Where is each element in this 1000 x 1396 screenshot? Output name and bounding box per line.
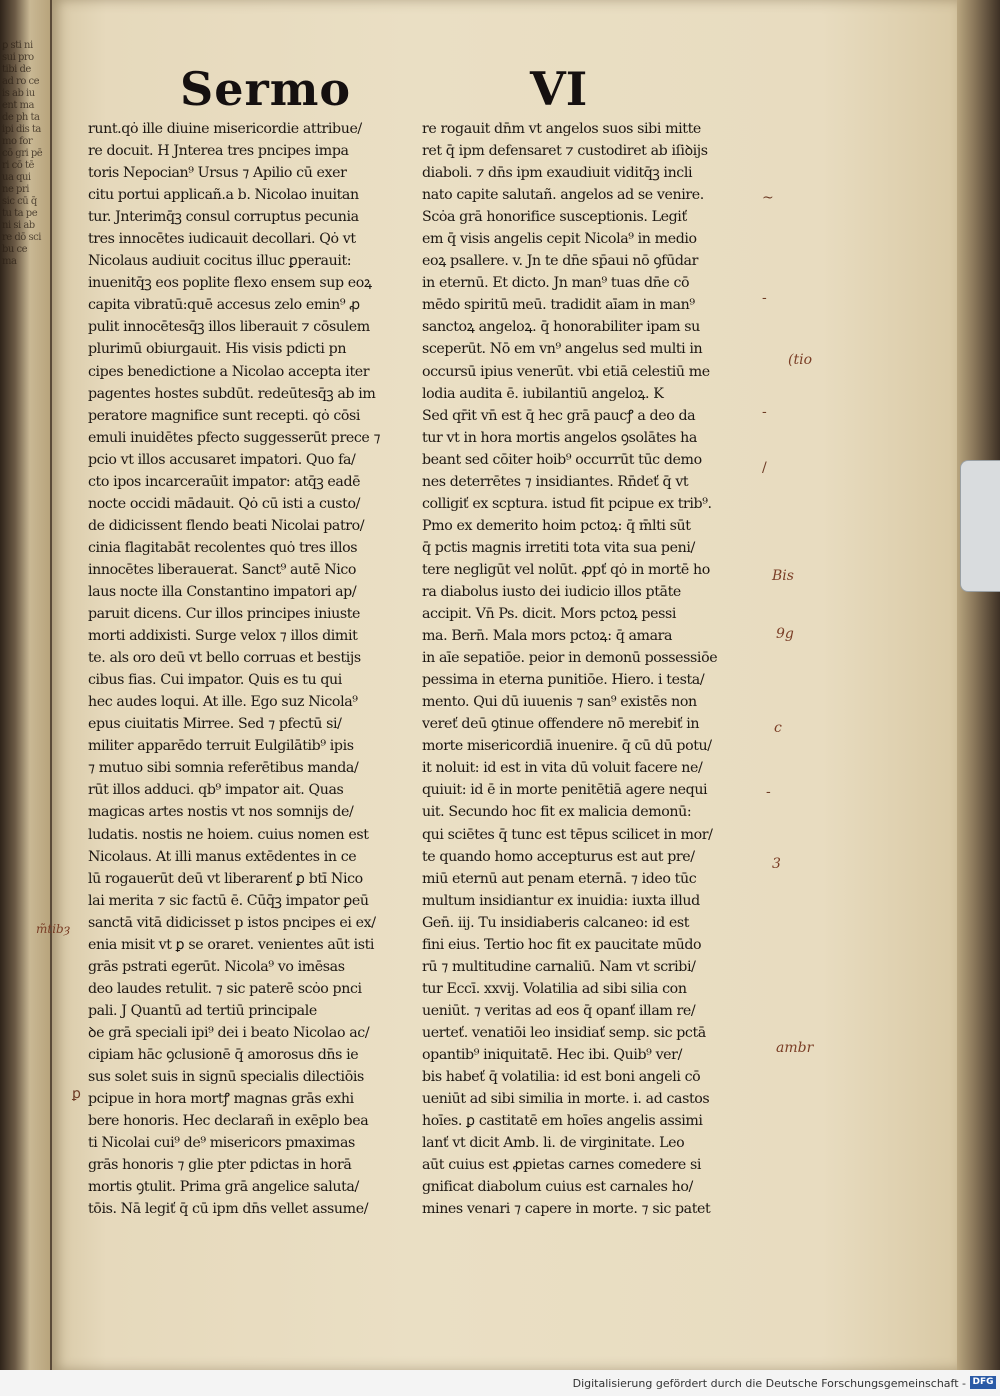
right-column-line: opantib⁹ iniquitatē. Hec ibi. Quib⁹ ver/ bbox=[422, 1046, 682, 1063]
right-column-line: nes deterrētes ⁊ insidiantes. Rn̄deť q̄ vt bbox=[422, 473, 689, 490]
left-column-line: mortis ꝯtulit. Prima grā angelice saluta/ bbox=[88, 1179, 359, 1196]
margin-dash-mark: ~ bbox=[762, 190, 774, 206]
left-column-line: cto ipos incarceraūit impator: atq̄ꝫ eadē bbox=[88, 473, 361, 490]
right-column-line: bis habeť q̄ volatilia: id est boni angeli cō bbox=[422, 1069, 701, 1086]
right-column-line: ret q̄ ipm defensaret ⁊ custodiret ab iſiꝺijs bbox=[422, 143, 708, 160]
right-text-column bbox=[422, 118, 762, 1220]
book-binding bbox=[0, 0, 50, 1396]
right-column-line: mines venari ⁊ capere in morte. ⁊ sic patet bbox=[422, 1201, 711, 1218]
right-column-line: te quando homo accepturus est aut pre/ bbox=[422, 848, 695, 865]
right-column-line: rū ⁊ multitudine carnaliū. Nam vt scribi/ bbox=[422, 958, 696, 975]
left-column-line: bere honoris. Hec declarañ in exēplo bea bbox=[88, 1113, 369, 1130]
right-column-line: quiuit: id ē in morte penitētiā agere nequi bbox=[422, 782, 708, 799]
left-column-line: emuli inuidētes pfecto suggesserūt prece ⁊ bbox=[88, 429, 381, 446]
left-column-line: cinia flagitabāt recolentes quȯ tres illos bbox=[88, 539, 358, 556]
right-column-line: lodia audita ē. iubilantiū angeloꝝ. K bbox=[422, 385, 664, 402]
right-column-line: lanť vt dicit Amb. li. de virginitate. Leo bbox=[422, 1135, 685, 1152]
left-column-line: epus ciuitatis Mirree. Sed ⁊ pfectū si/ bbox=[88, 716, 342, 733]
left-column-line: pulit innocētesq̄ꝫ illos liberauit ⁊ cōsulem bbox=[88, 319, 370, 336]
marginal-note-left: m̃tibȝ bbox=[36, 922, 70, 936]
right-column-line: multum insidiantur ex inuidia: iuxta illud bbox=[422, 892, 700, 909]
right-column-line: beant sed cōiter hoib⁹ occurrūt tūc demo bbox=[422, 451, 702, 468]
left-column-line: sanctā vitā didicisset p istos pncipes ei ex/ bbox=[88, 914, 376, 931]
right-column-line: eoꝝ psallere. v. Jn te dn̄e sp̄aui nō ꝯfūdar bbox=[422, 253, 698, 270]
margin-dash-mark: - bbox=[762, 290, 767, 306]
right-column-line: uerteť. venatiōi leo insidiať semp. sic pctā bbox=[422, 1024, 706, 1041]
right-column-line: gnificat diabolum cuius est carnales ho/ bbox=[422, 1179, 693, 1196]
left-column-line: cipiam hāc ꝯclusionē q̄ amorosus dn̄s ie bbox=[88, 1046, 359, 1063]
left-column-line: magicas artes nostis vt nos somnijs de/ bbox=[88, 804, 354, 821]
left-column-line: ludatis. nostis ne hoiem. cuius nomen est bbox=[88, 826, 369, 843]
left-column-line: grās pstrati egerūt. Nicola⁹ vo imēsas bbox=[88, 958, 345, 975]
margin-dash-mark: ꝑ bbox=[72, 1086, 81, 1102]
left-text-column bbox=[88, 118, 428, 1220]
marginal-note-3: 3 bbox=[772, 856, 781, 872]
right-column-line: hoīes. ꝑ castitatē em hoīes angelis assimi bbox=[422, 1113, 703, 1130]
marginal-note-bis: Bis bbox=[772, 568, 794, 584]
right-column-line: fini eius. Tertio hoc fit ex paucitate mūdo bbox=[422, 936, 702, 953]
right-column-line: in aīe sepatiōe. peior in demonū possessiōe bbox=[422, 650, 718, 667]
left-column-line: sus solet suis in signū specialis dilectiōis bbox=[88, 1069, 364, 1086]
page-edge bbox=[957, 0, 1000, 1370]
right-column-line: ueniūt ad sibi similia in morte. i. ad castos bbox=[422, 1091, 710, 1108]
left-column-line: enia misit vt ꝑ se oraret. venientes aūt isti bbox=[88, 936, 375, 953]
left-column-line: Nicolaus audiuit cocitus illuc ꝑperauit: bbox=[88, 253, 352, 270]
right-column-line: morte misericordiā inuenire. q̄ cū dū potu/ bbox=[422, 738, 712, 755]
left-column-line: ti Nicolai cui⁹ de⁹ misericors pmaximas bbox=[88, 1135, 355, 1152]
left-column-line: tres innocētes iudicauit decollari. Qȯ vt bbox=[88, 231, 356, 248]
left-column-line: plurimū obiurgauit. His visis pdicti pn bbox=[88, 341, 347, 358]
left-column-line: re docuit. H Jnterea tres pncipes impa bbox=[88, 143, 349, 160]
left-column-line: laus nocte illa Constantino impatori ap/ bbox=[88, 583, 357, 600]
left-column-line: paruit dicens. Cur illos principes iniuste bbox=[88, 606, 361, 623]
margin-dash-mark: / bbox=[762, 460, 767, 476]
left-column-line: tur. Jnterimq̄ꝫ consul corruptus pecunia bbox=[88, 209, 359, 226]
left-column-line: deo laudes retulit. ⁊ sic paterē scȯo pnci bbox=[88, 980, 362, 997]
left-column-line: peratore magnifice sunt recepti. qȯ cōsi bbox=[88, 407, 361, 424]
left-column-line: grās honoris ⁊ glie pter pdictas in horā bbox=[88, 1157, 352, 1174]
right-column-line: tur vt in hora mortis angelos ꝯsolātes ha bbox=[422, 429, 697, 446]
right-column-line: uit. Secundo hoc fit ex malicia demonū: bbox=[422, 804, 692, 821]
left-column-line: runt.qȯ ille diuine misericordie attribue/ bbox=[88, 121, 362, 137]
right-column-line: ra diabolus iusto dei iudicio illos ptāte bbox=[422, 583, 681, 600]
right-column-line: mēdo spiritū meū. tradidit aīam in man⁹ bbox=[422, 297, 695, 314]
marginal-note-ambr: ambr bbox=[776, 1040, 814, 1056]
right-column-line: tere negligūt vel nolūt. ꝓpť qȯ in mortē ho bbox=[422, 561, 710, 578]
left-column-line: toris Nepocian⁹ Ursus ⁊ Apilio cū exer bbox=[88, 165, 347, 182]
right-column-line: qui sciētes q̄ tunc est tēpus scilicet in mor/ bbox=[422, 826, 713, 843]
dfg-logo-icon: DFG bbox=[970, 1376, 996, 1389]
right-column-line: colligiť ex scptura. istud fit pcipue ex trib⁹. bbox=[422, 495, 712, 512]
right-column-line: ueniūt. ⁊ veritas ad eos q̄ opanť illam re/ bbox=[422, 1002, 696, 1019]
right-column-line: accipit. Vn̄ Ps. dicit. Mors pctoꝝ pessi bbox=[422, 606, 677, 623]
left-column-line: cibus fias. Cui impator. Quis es tu qui bbox=[88, 672, 342, 689]
page-clip bbox=[960, 460, 1000, 592]
right-column-line: Gen̄. iij. Tu insidiaberis calcaneo: id est bbox=[422, 914, 690, 931]
marginal-note-c: c bbox=[774, 720, 782, 736]
right-column-line: sanctoꝝ angeloꝝ. q̄ honorabiliter ipam su bbox=[422, 319, 700, 336]
left-column-line: nocte occidi mādauit. Qȯ cū isti a custo/ bbox=[88, 495, 360, 512]
right-column-line: tur Eccī. xxvij. Volatilia ad sibi silia con bbox=[422, 980, 687, 997]
margin-dash-mark: - bbox=[766, 784, 771, 800]
footer-credit: Digitalisierung gefördert durch die Deutsche Forschungsgemeinschaft - bbox=[572, 1377, 966, 1390]
right-column-line: nato capite salutañ. angelos ad se venire. bbox=[422, 187, 704, 204]
left-column-line: militer apparēdo terruit Eulgilātib⁹ ipis bbox=[88, 738, 354, 755]
right-column-line: sceperūt. Nō em vn⁹ angelus sed multi in bbox=[422, 341, 703, 358]
left-column-line: pagentes hostes subdūt. redeūtesq̄ꝫ ab im bbox=[88, 385, 376, 402]
marginal-note-9: 9g bbox=[776, 626, 794, 642]
left-column-line: lai merita ⁊ sic factū ē. Cūq̄ꝫ impator ꝑeū bbox=[88, 892, 369, 909]
right-column-line: Pmo ex demerito hoim pctoꝝ: q̄ m̄lti sūt bbox=[422, 517, 691, 534]
right-column-line: vereť deū ꝯtinue offendere nō merebiť in bbox=[422, 716, 700, 733]
previous-page-text: ꝑ sti ni sui pro tibi de ad ro ce is ab iu ent ma de ph ta ipi dis ta mo for cō gri pē ri cō tē ua qui ne pri sic cū q̄ tu ta pe ni si ab re dō sci bu ce ma bbox=[2, 40, 43, 267]
left-column-line: pcipue in hora mortꝭ magnas grās exhi bbox=[88, 1091, 354, 1108]
margin-dash-mark: - bbox=[762, 404, 767, 420]
left-column-line: pcio vt illos accusaret impatori. Quo fa/ bbox=[88, 451, 356, 468]
right-column-line: re rogauit dn̄m vt angelos suos sibi mitte bbox=[422, 121, 701, 137]
right-column-line: occursū ipius venerūt. vbi etiā celestiū me bbox=[422, 363, 710, 380]
marginal-note-right-top: (tio bbox=[788, 352, 812, 368]
right-column-line: diaboli. ⁊ dn̄s ipm exaudiuit viditq̄ꝫ incli bbox=[422, 165, 693, 182]
left-column-line: te. als oro deū vt bello corruas et bestijs bbox=[88, 650, 361, 667]
right-column-line: in eternū. Et dicto. Jn man⁹ tuas dn̄e cō bbox=[422, 275, 690, 292]
right-column-line: em q̄ visis angelis cepit Nicola⁹ in medio bbox=[422, 231, 697, 248]
right-column-line: Scȯa grā honorifice susceptionis. Legiť bbox=[422, 209, 687, 226]
left-column-line: lū rogauerūt deū vt liberarenť ꝑ btī Nico bbox=[88, 870, 363, 887]
left-column-line: citu portui applicañ.a b. Nicolao inuitan bbox=[88, 187, 359, 204]
right-column-line: it noluit: id est in vita dū voluit facere ne/ bbox=[422, 760, 703, 777]
left-column-line: innocētes liberauerat. Sanct⁹ autē Nico bbox=[88, 561, 357, 578]
right-column-line: pessima in eterna punitiōe. Hiero. i testa/ bbox=[422, 672, 705, 689]
left-column-line: morti addixisti. Surge velox ⁊ illos dimit bbox=[88, 628, 358, 645]
left-column-line: pali. J Quantū ad tertiū principale bbox=[88, 1002, 317, 1019]
left-column-line: tōis. Nā legiť q̄ cū ipm dn̄s vellet assume/ bbox=[88, 1201, 369, 1218]
left-column-line: capita vibratū:quē accesus zelo emin⁹ ꝓ bbox=[88, 297, 360, 314]
right-column-line: q̄ pctis magnis irretiti tota vita sua peni/ bbox=[422, 539, 695, 556]
running-head-title: Sermo bbox=[180, 62, 352, 116]
left-column-line: cipes benedictione a Nicolao accepta iter bbox=[88, 363, 370, 380]
left-column-line: de didicissent flendo beati Nicolai patro/ bbox=[88, 517, 365, 534]
right-column-line: Sed qr̄it vn̄ est q̄ hec grā paucꝭ a deo da bbox=[422, 407, 696, 424]
left-column-line: hec audes loqui. At ille. Ego suz Nicola⁹ bbox=[88, 694, 358, 711]
running-head-number: VI bbox=[530, 62, 588, 116]
left-column-line: ꝺe grā speciali ipi⁹ dei i beato Nicolao ac/ bbox=[88, 1024, 370, 1041]
left-column-line: Nicolaus. At illi manus extēdentes in ce bbox=[88, 848, 357, 865]
left-column-line: rūt illos adduci. qb⁹ impator ait. Quas bbox=[88, 782, 344, 799]
left-column-line: inuenitq̄ꝫ eos poplite flexo ensem sup eoꝝ bbox=[88, 275, 372, 292]
right-column-line: ma. Bern̄. Mala mors pctoꝝ: q̄ amara bbox=[422, 628, 673, 645]
right-column-line: aūt cuius est ꝓpietas carnes comedere si bbox=[422, 1157, 702, 1174]
left-column-line: ⁊ mutuo sibi somnia referētibus manda/ bbox=[88, 760, 359, 777]
right-column-line: mento. Qui dū iuuenis ⁊ san⁹ existēs non bbox=[422, 694, 697, 711]
right-column-line: miū eternū aut penam eternā. ⁊ ideo tūc bbox=[422, 870, 697, 887]
